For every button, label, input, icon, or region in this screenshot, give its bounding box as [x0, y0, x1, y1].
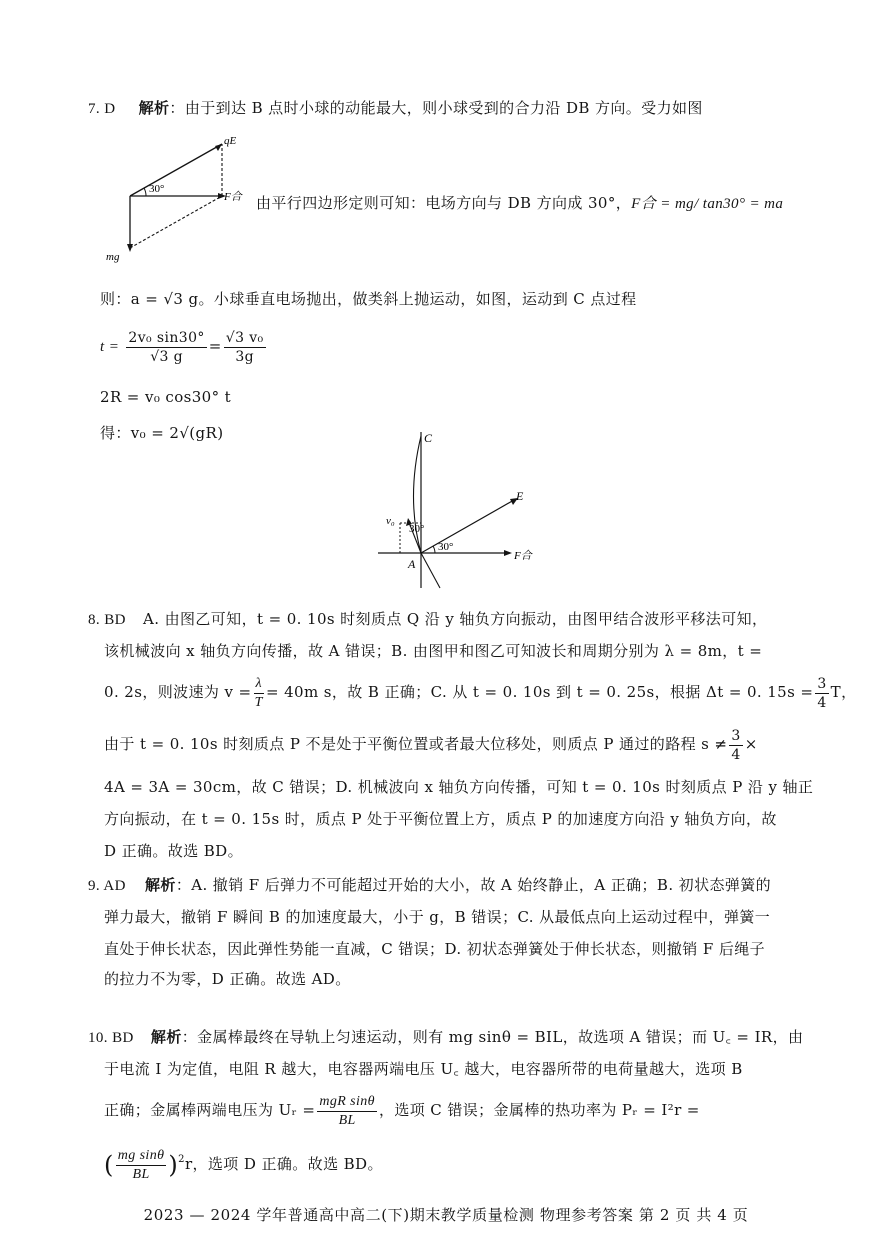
q8-text-1: A. 由图乙可知，t = 0. 10s 时刻质点 Q 沿 y 轴负方向振动，由图甲结合波形平移法可知， — [143, 610, 768, 628]
q7-equation-1: t = $\frac{\text{2v₀ sin30°}}{√3 g}$ = $\frac{\text{√3 v₀}}{3g}$ — [100, 329, 264, 365]
fig1-mg-label: mg — [106, 251, 120, 263]
q8-line-2: 该机械波向 x 轴负方向传播，故 A 错误；B. 由图甲和图乙可知波长和周期分别为 λ = 8m，t = — [104, 642, 763, 660]
q8-text-3a: 0. 2s，则波速为 v = — [104, 683, 252, 701]
q8-fraction-three-quarter: $\frac{3}{4}$ — [817, 675, 827, 711]
q7-equation-3: 得：v₀ = 2√(gR) — [100, 424, 224, 442]
q8-text-4a: 由于 t = 0. 10s 时刻质点 P 不是处于平衡位置或者最大位移处，则质点 P 通过的路程 s ≠ — [104, 735, 728, 753]
q7-text-2a: 由平行四边形定则可知：电场方向与 DB 方向成 30°， — [256, 194, 632, 212]
q8-text-3b: = 40m s，故 B 正确；C. 从 t = 0. 10s 到 t = 0. 25s，根据 Δt = 0. 15s = — [265, 683, 814, 701]
fig1-fhe-label: F合 — [224, 191, 242, 203]
q8-line-1 — [88, 608, 767, 631]
q10-line-2: 于电流 I 为定值，电阻 R 越大，电容器两端电压 U꜀ 越大，电容器所带的电荷量越大，选项 B — [104, 1060, 743, 1078]
fig2-f-label: F合 — [514, 550, 532, 562]
fig2-angle-2: 30° — [438, 541, 454, 553]
q10-line-1 — [88, 1026, 803, 1049]
q7-equation-2: 2R = v₀ cos30° t — [100, 388, 232, 406]
q9-analysis-tag: 解析 — [145, 876, 176, 894]
q8-text-4b: × — [744, 735, 758, 753]
q8-line-6: 方向振动，在 t = 0. 15s 时，质点 P 处于平衡位置上方，质点 P 的加速度方向沿 y 轴负方向，故 — [104, 810, 777, 828]
q8-line-4 — [104, 724, 758, 764]
page-footer: 2023 — 2024 学年普通高中高二(下)期末教学质量检测 物理参考答案 第 2 页 共 4 页 — [143, 1206, 749, 1224]
q10-number: 10. BD — [88, 1030, 134, 1046]
q7-motion-diagram — [368, 428, 538, 593]
q10-text-3b: ，选项 C 错误；金属棒的热功率为 Pᵣ = I²r = — [378, 1101, 700, 1119]
q8-line-7: D 正确。故选 BD。 — [104, 842, 244, 860]
fig2-c-label: C — [424, 431, 433, 445]
fig2-a-label: A — [408, 557, 416, 571]
q10-line-4: ( $\frac{\text{mg sinθ}}{BL}$ )$^2$r，选项 D 正确。故选 BD。 — [104, 1147, 383, 1182]
q10-text-4b: r，选项 D 正确。故选 BD。 — [184, 1155, 383, 1173]
q7-line-2 — [256, 192, 783, 215]
q7-text-2b: F合 = mg/ tan30° = ma — [631, 196, 784, 212]
q10-text-1: ：金属棒最终在导轨上匀速运动，则有 mg sinθ = BIL，故选项 A 错误；而 U꜀ = IR，由 — [181, 1028, 804, 1046]
q10-line-3 — [104, 1090, 700, 1130]
q9-line-4: 的拉力不为零，D 正确。故选 AD。 — [104, 970, 351, 988]
q8-number: 8. BD — [88, 612, 126, 628]
fig1-qe-label: qE — [224, 135, 237, 147]
q10-fraction-power: $\frac{\text{mg sinθ}}{BL}$ — [117, 1147, 165, 1182]
q8-fraction-path: $\frac{3}{4}$ — [731, 727, 741, 763]
q10-analysis-tag: 解析 — [150, 1028, 182, 1046]
q8-fraction-lambda: $\frac{\lambda}{T}$ — [254, 675, 263, 710]
fig2-e-label: E — [516, 489, 524, 503]
q7-analysis-tag: 解析 — [138, 99, 170, 117]
q7-line-1 — [88, 97, 703, 120]
q7-text-1: ：由于到达 B 点时小球的动能最大，则小球受到的合力沿 DB 方向。受力如图 — [169, 99, 703, 117]
q7-force-diagram — [100, 128, 250, 268]
q7-number: 7. D — [88, 101, 116, 117]
q8-line-3 — [104, 672, 856, 712]
q8-text-3c: T， — [830, 683, 857, 701]
q9-line-1 — [88, 874, 771, 897]
fig1-angle-label: 30° — [149, 183, 165, 195]
q9-line-2: 弹力最大，撤销 F 瞬间 B 的加速度最大，小于 g，B 错误；C. 从最低点向上运动过程中，弹簧一 — [104, 908, 771, 926]
q9-line-3: 直处于伸长状态，因此弹性势能一直减，C 错误；D. 初状态弹簧处于伸长状态，则撤销 F 后绳子 — [104, 940, 766, 958]
fig2-angle-1: 30° — [409, 523, 425, 535]
q8-line-5: 4A = 3A = 30cm，故 C 错误；D. 机械波向 x 轴负方向传播，可知 t = 0. 10s 时刻质点 P 沿 y 轴正 — [104, 778, 814, 796]
q10-fraction-voltage: $\frac{\text{mgR sinθ}}{BL}$ — [319, 1093, 375, 1128]
q7-line-3: 则：a = √3 g。小球垂直电场抛出，做类斜上抛运动，如图，运动到 C 点过程 — [100, 290, 637, 308]
q9-text-1: ：A. 撤销 F 后弹力不可能超过开始的大小，故 A 始终静止，A 正确；B. 初状态弹簧的 — [175, 876, 772, 894]
q7-eq1-fraction-1: $\frac{\text{2v₀ sin30°}}{√3 g}$ — [128, 329, 205, 365]
q7-eq1-lhs: t = — [100, 339, 120, 355]
fig2-v0-label: v₀ — [386, 515, 395, 527]
q9-number: 9. AD — [88, 878, 126, 894]
q10-text-3a: 正确；金属棒两端电压为 Uᵣ = — [104, 1101, 316, 1119]
q7-eq1-fraction-2: $\frac{\text{√3 v₀}}{3g}$ — [225, 329, 264, 365]
